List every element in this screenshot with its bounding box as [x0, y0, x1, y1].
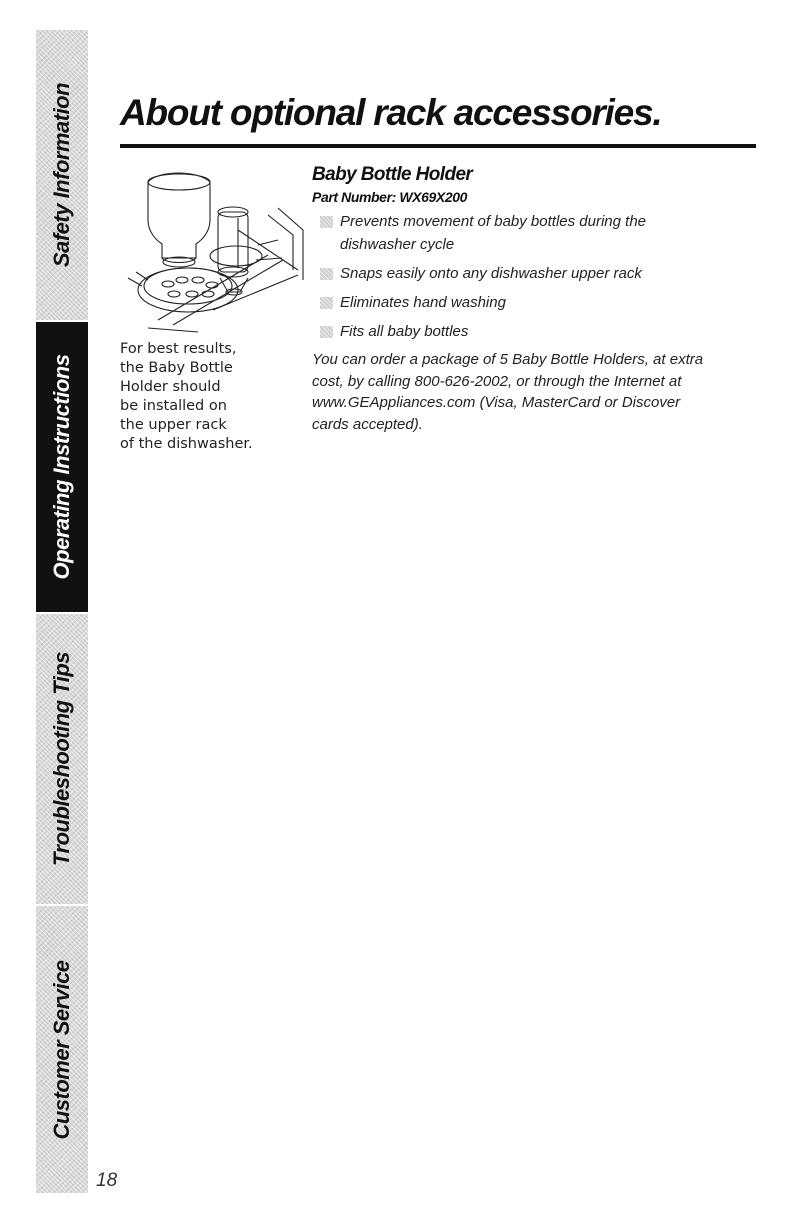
baby-bottle-holder-illustration: [118, 160, 314, 340]
ordering-line: cards accepted).: [312, 415, 423, 433]
tab-safety-information[interactable]: [36, 30, 88, 320]
caption-line: For best results,: [120, 341, 237, 357]
accessory-details: [312, 164, 772, 435]
feature-text: Snaps easily onto any dishwasher upper rack: [340, 265, 642, 282]
ordering-line: www.GEAppliances.com (Visa, MasterCard or Discover: [312, 394, 681, 411]
caption-line: the upper rack: [120, 417, 227, 433]
feature-list: [312, 210, 772, 343]
caption-line: of the dishwasher.: [120, 436, 253, 452]
tab-troubleshooting-tips[interactable]: [36, 612, 88, 904]
caption-line: be installed on: [120, 398, 227, 414]
page-title: About optional rack accessories.: [120, 92, 662, 133]
ordering-line: You can order a package of 5 Baby Bottle Holders, at extra: [312, 351, 704, 368]
feature-item: [312, 262, 772, 285]
tab-customer-service[interactable]: [36, 904, 88, 1193]
tab-operating-instructions[interactable]: [36, 320, 88, 612]
illustration-caption: [120, 340, 290, 454]
tab-label-troubleshooting-tips: Troubleshooting Tips: [49, 651, 74, 867]
ordering-info: [312, 349, 772, 435]
feature-text: Eliminates hand washing: [340, 294, 506, 311]
tab-label-customer-service: Customer Service: [49, 959, 74, 1140]
bullet-square-icon: [320, 297, 333, 309]
bullet-square-icon: [320, 216, 333, 228]
caption-line: the Baby Bottle: [120, 360, 233, 376]
caption-line: Holder should: [120, 379, 221, 395]
side-tab-strip: [36, 30, 88, 1193]
title-rule: [120, 144, 756, 148]
bullet-square-icon: [320, 268, 333, 280]
bullet-square-icon: [320, 326, 333, 338]
feature-item: [312, 210, 772, 256]
page-number: 18: [96, 1170, 118, 1191]
feature-text: Prevents movement of baby bottles during the: [340, 213, 647, 230]
tab-label-operating-instructions: Operating Instructions: [49, 354, 74, 580]
section-title: Baby Bottle Holder: [312, 164, 473, 185]
ordering-line: cost, by calling 800-626-2002, or through the Internet at: [312, 372, 682, 390]
tab-label-safety-information: Safety Information: [49, 82, 74, 268]
feature-text: Fits all baby bottles: [340, 323, 469, 340]
feature-item: [312, 291, 772, 314]
feature-text: dishwasher cycle: [340, 236, 455, 253]
feature-item: [312, 320, 772, 343]
part-number: Part Number: WX69X200: [312, 189, 467, 205]
